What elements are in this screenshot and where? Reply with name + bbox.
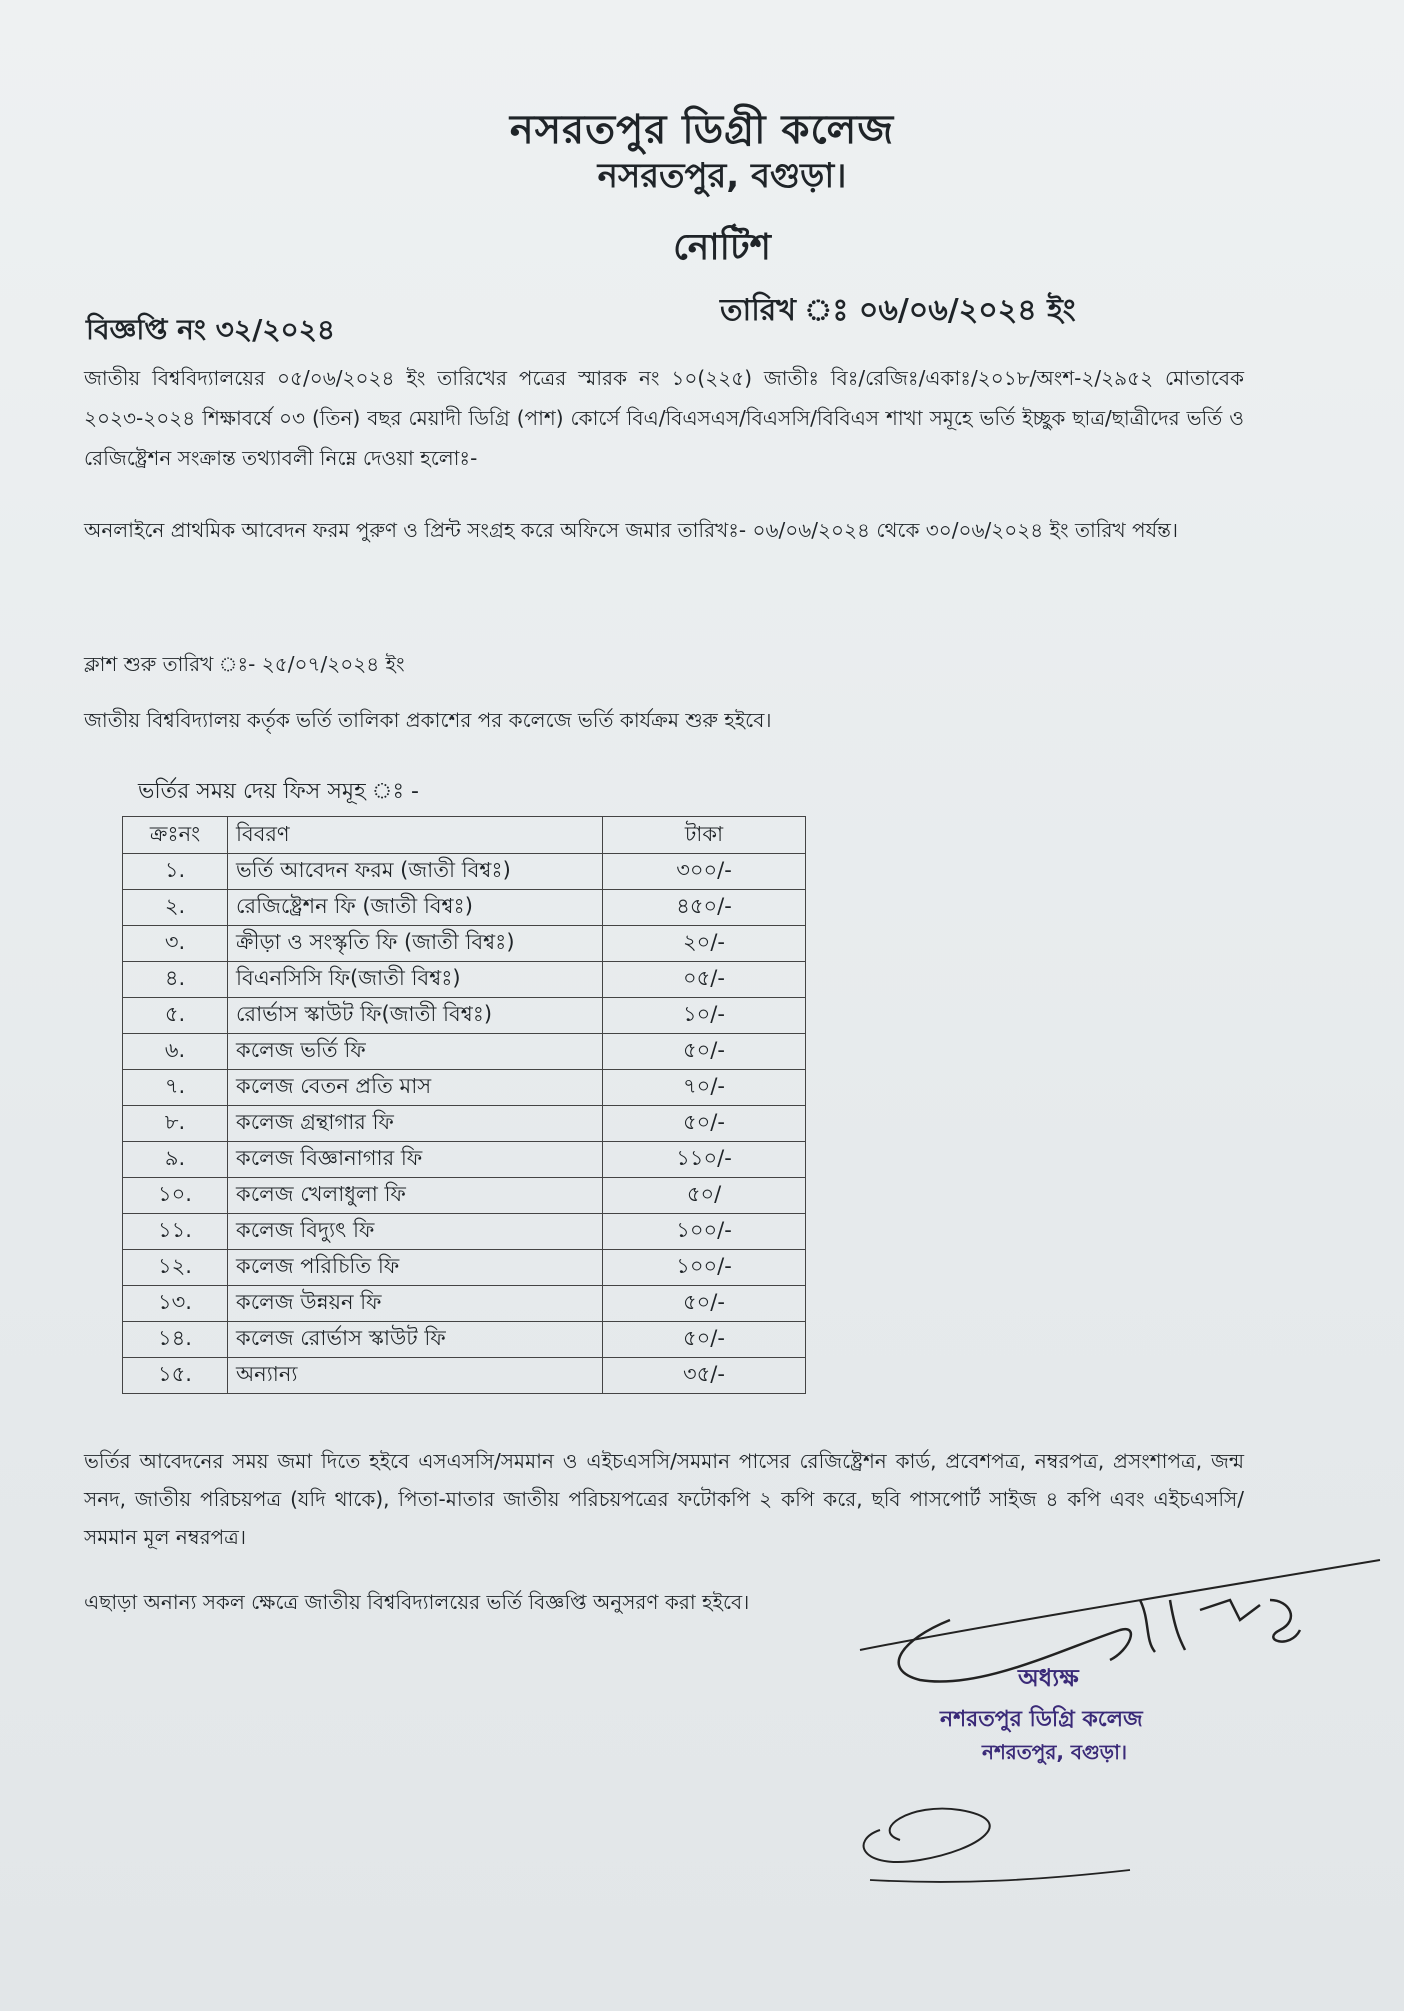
column-header-serial: ক্রঃনং bbox=[123, 817, 228, 854]
row-description: রোর্ভাস স্কাউট ফি(জাতী বিশ্বঃ) bbox=[228, 998, 603, 1034]
row-serial: ১৪. bbox=[123, 1322, 228, 1358]
row-amount: ৩৫/- bbox=[603, 1358, 806, 1394]
column-header-amount: টাকা bbox=[603, 817, 806, 854]
row-serial: ১৫. bbox=[123, 1358, 228, 1394]
college-name: নসরতপুর ডিগ্রী কলেজ bbox=[509, 107, 895, 153]
row-description: কলেজ রোর্ভাস স্কাউট ফি bbox=[228, 1322, 603, 1358]
row-amount: ১০০/- bbox=[603, 1214, 806, 1250]
row-description: কলেজ বিদ্যুৎ ফি bbox=[228, 1214, 603, 1250]
fees-table-body bbox=[123, 854, 806, 1394]
documents-paragraph: ভর্তির আবেদনের সময় জমা দিতে হইবে এসএসসি/সমমান ও এইচএসসি/সমমান পাসের রেজিষ্ট্রেশন কার্ড, প্রবেশপত্র, নম্বরপত্র, প্রসংশাপত্র, জন্ম সনদ, জাতীয় পরিচয়পত্র (যদি থাকে), পিতা-মাতার জাতীয় পরিচয়পত্রের ফটোকপি ২ কপি করে, ছবি পাসপোর্ট সাইজ ৪ কপি এবং এইচএসসি/সমমান মূল নম্বরপত্র। bbox=[84, 1449, 1244, 1549]
row-amount: ১০/- bbox=[603, 998, 806, 1034]
row-description: ক্রীড়া ও সংস্কৃতি ফি (জাতী বিশ্বঃ) bbox=[228, 926, 603, 962]
row-description: অন্যান্য bbox=[228, 1358, 603, 1394]
intro-paragraph: জাতীয় বিশ্ববিদ্যালয়ের ০৫/০৬/২০২৪ ইং তারিখের পত্রের স্মারক নং ১০(২২৫) জাতীঃ বিঃ/রেজিঃ/একাঃ/২০১৮/অংশ-২/২৯৫২ মোতাবেক ২০২৩-২০২৪ শিক্ষাবর্ষে ০৩ (তিন) বছর মেয়াদী ডিগ্রি (পাশ) কোর্সে বিএ/বিএসএস/বিএসসি/বিবিএস শাখা সমূহে ভর্তি ইচ্ছুক ছাত্র/ছাত্রীদের ভর্তি ও রেজিষ্ট্রেশন সংক্রান্ত তথ্যাবলী নিম্নে দেওয়া হলোঃ- bbox=[84, 366, 1244, 470]
stamp-college-name: নশরতপুর ডিগ্রি কলেজ bbox=[940, 1707, 1143, 1732]
row-serial: ৯. bbox=[123, 1142, 228, 1178]
row-serial: ৮. bbox=[123, 1106, 228, 1142]
row-amount: ৩০০/- bbox=[603, 854, 806, 890]
row-serial: ১২. bbox=[123, 1250, 228, 1286]
notice-date: তারিখ ঃ ০৬/০৬/২০২৪ ইং bbox=[720, 293, 1076, 328]
row-amount: ২০/- bbox=[603, 926, 806, 962]
table-row bbox=[123, 1322, 806, 1358]
row-description: কলেজ বেতন প্রতি মাস bbox=[228, 1070, 603, 1106]
stamp-address: নশরতপুর, বগুড়া। bbox=[982, 1740, 1128, 1764]
row-serial: ৭. bbox=[123, 1070, 228, 1106]
application-date-paragraph: অনলাইনে প্রাথমিক আবেদন ফরম পুরুণ ও প্রিন্ট সংগ্রহ করে অফিসে জমার তারিখঃ- ০৬/০৬/২০২৪ থেকে ৩০/০৬/২০২৪ ইং তারিখ পর্যন্ত। bbox=[84, 518, 1179, 542]
row-description: কলেজ খেলাধুলা ফি bbox=[228, 1178, 603, 1214]
college-address: নসরতপুর, বগুড়া। bbox=[597, 156, 847, 196]
row-serial: ১৩. bbox=[123, 1286, 228, 1322]
row-description: বিএনসিসি ফি(জাতী বিশ্বঃ) bbox=[228, 962, 603, 998]
table-row bbox=[123, 1358, 806, 1394]
row-amount: ০৫/- bbox=[603, 962, 806, 998]
notice-title: নোটিশ bbox=[673, 227, 771, 268]
table-row bbox=[123, 890, 806, 926]
table-header-row bbox=[123, 817, 806, 854]
table-row bbox=[123, 962, 806, 998]
row-serial: ৬. bbox=[123, 1034, 228, 1070]
table-row bbox=[123, 1214, 806, 1250]
row-description: ভর্তি আবেদন ফরম (জাতী বিশ্বঃ) bbox=[228, 854, 603, 890]
table-row bbox=[123, 1070, 806, 1106]
row-description: কলেজ বিজ্ঞানাগার ফি bbox=[228, 1142, 603, 1178]
row-amount: ৭০/- bbox=[603, 1070, 806, 1106]
row-description: কলেজ উন্নয়ন ফি bbox=[228, 1286, 603, 1322]
row-amount: ৫০/- bbox=[603, 1286, 806, 1322]
table-row bbox=[123, 1286, 806, 1322]
closing-paragraph: এছাড়া অনান্য সকল ক্ষেত্রে জাতীয় বিশ্ববিদ্যালয়ের ভর্তি বিজ্ঞপ্তি অনুসরণ করা হইবে। bbox=[84, 1590, 750, 1614]
table-row bbox=[123, 1034, 806, 1070]
row-description: কলেজ গ্রন্থাগার ফি bbox=[228, 1106, 603, 1142]
row-description: রেজিষ্ট্রেশন ফি (জাতী বিশ্বঃ) bbox=[228, 890, 603, 926]
row-serial: ১. bbox=[123, 854, 228, 890]
row-serial: ৪. bbox=[123, 962, 228, 998]
row-serial: ৫. bbox=[123, 998, 228, 1034]
table-row bbox=[123, 1178, 806, 1214]
row-serial: ৩. bbox=[123, 926, 228, 962]
table-row bbox=[123, 854, 806, 890]
row-amount: ৫০/ bbox=[603, 1178, 806, 1214]
row-serial: ১০. bbox=[123, 1178, 228, 1214]
row-serial: ১১. bbox=[123, 1214, 228, 1250]
row-amount: ৫০/- bbox=[603, 1322, 806, 1358]
row-amount: ৫০/- bbox=[603, 1034, 806, 1070]
row-description: কলেজ পরিচিতি ফি bbox=[228, 1250, 603, 1286]
table-row bbox=[123, 1106, 806, 1142]
row-serial: ২. bbox=[123, 890, 228, 926]
class-start-paragraph: ক্লাশ শুরু তারিখ ঃ- ২৫/০৭/২০২৪ ইং bbox=[84, 652, 405, 676]
column-header-description: বিবরণ bbox=[228, 817, 603, 854]
row-amount: ৪৫০/- bbox=[603, 890, 806, 926]
row-description: কলেজ ভর্তি ফি bbox=[228, 1034, 603, 1070]
table-row bbox=[123, 926, 806, 962]
row-amount: ৫০/- bbox=[603, 1106, 806, 1142]
fees-table bbox=[122, 816, 806, 1394]
table-row bbox=[123, 998, 806, 1034]
row-amount: ১০০/- bbox=[603, 1250, 806, 1286]
signatory-title: অধ্যক্ষ bbox=[1018, 1664, 1079, 1692]
fees-heading: ভর্তির সময় দেয় ফিস সমূহ ঃ - bbox=[138, 779, 419, 804]
admission-paragraph: জাতীয় বিশ্ববিদ্যালয় কর্তৃক ভর্তি তালিকা প্রকাশের পর কলেজে ভর্তি কার্যক্রম শুরু হইবে। bbox=[84, 708, 772, 732]
table-row bbox=[123, 1250, 806, 1286]
table-row bbox=[123, 1142, 806, 1178]
notice-number: বিজ্ঞপ্তি নং ৩২/২০২৪ bbox=[86, 313, 336, 346]
row-amount: ১১০/- bbox=[603, 1142, 806, 1178]
